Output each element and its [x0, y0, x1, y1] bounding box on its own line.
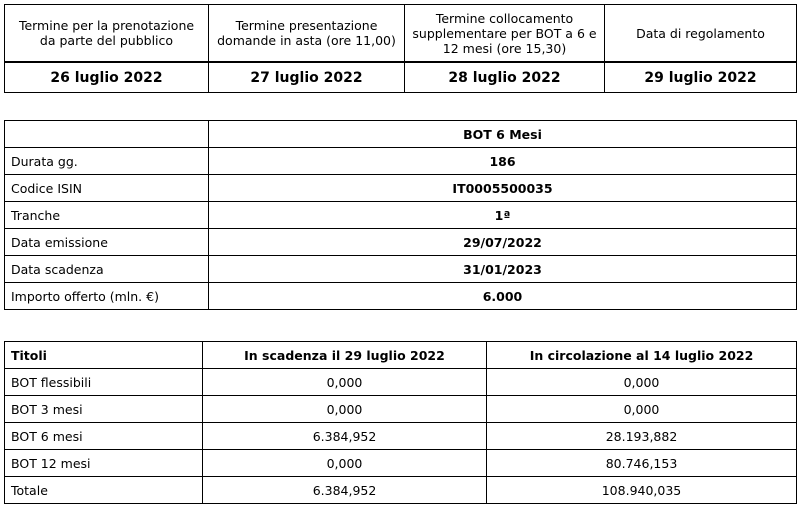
- titoli-header-circolazione: In circolazione al 14 luglio 2022: [487, 342, 797, 369]
- table-row-total: [5, 477, 797, 504]
- titolo-circolazione: 80.746,153: [487, 450, 797, 477]
- deadline-header-booking: Termine per la prenotazione da parte del pubblico: [5, 5, 209, 63]
- bot-detail-label: Data scadenza: [5, 256, 209, 283]
- deadline-value-booking: 26 luglio 2022: [5, 62, 209, 93]
- bot-details-header-row: [5, 121, 797, 148]
- deadline-value-supplementary: 28 luglio 2022: [405, 62, 605, 93]
- deadlines-header-row: [5, 5, 797, 63]
- titolo-name: BOT 12 mesi: [5, 450, 203, 477]
- bot-detail-label: Tranche: [5, 202, 209, 229]
- table-row: [5, 450, 797, 477]
- bot-detail-label: Durata gg.: [5, 148, 209, 175]
- deadline-value-auction: 27 luglio 2022: [209, 62, 405, 93]
- bot-detail-label: Codice ISIN: [5, 175, 209, 202]
- table-row: [5, 148, 797, 175]
- bot-details-table: [4, 120, 797, 310]
- bot-detail-value: 1ª: [209, 202, 797, 229]
- bot-detail-value: 31/01/2023: [209, 256, 797, 283]
- titoli-table: [4, 341, 797, 504]
- bot-detail-label: Importo offerto (mln. €): [5, 283, 209, 310]
- titoli-header-row: [5, 342, 797, 369]
- titoli-header-name: Titoli: [5, 342, 203, 369]
- titolo-circolazione: 0,000: [487, 369, 797, 396]
- deadline-header-supplementary: Termine collocamento supplementare per BOT a 6 e 12 mesi (ore 15,30): [405, 5, 605, 63]
- deadlines-table: [4, 4, 797, 93]
- table-row: [5, 369, 797, 396]
- titolo-circolazione: 108.940,035: [487, 477, 797, 504]
- bot-detail-label: Data emissione: [5, 229, 209, 256]
- bot-detail-value: IT0005500035: [209, 175, 797, 202]
- deadline-header-settlement: Data di regolamento: [605, 5, 797, 63]
- deadlines-value-row: [5, 62, 797, 93]
- bot-detail-value: 29/07/2022: [209, 229, 797, 256]
- table-row: [5, 283, 797, 310]
- bot-details-corner-cell: [5, 121, 209, 148]
- titoli-header-scadenza: In scadenza il 29 luglio 2022: [203, 342, 487, 369]
- titolo-circolazione: 28.193,882: [487, 423, 797, 450]
- titolo-circolazione: 0,000: [487, 396, 797, 423]
- titolo-name: BOT 6 mesi: [5, 423, 203, 450]
- table-row: [5, 202, 797, 229]
- titolo-scadenza: 0,000: [203, 450, 487, 477]
- bot-detail-value: 186: [209, 148, 797, 175]
- titolo-scadenza: 6.384,952: [203, 423, 487, 450]
- titolo-name: BOT 3 mesi: [5, 396, 203, 423]
- titolo-scadenza: 6.384,952: [203, 477, 487, 504]
- table-row: [5, 256, 797, 283]
- deadline-value-settlement: 29 luglio 2022: [605, 62, 797, 93]
- bot-details-header: BOT 6 Mesi: [209, 121, 797, 148]
- titolo-scadenza: 0,000: [203, 396, 487, 423]
- table-row: [5, 423, 797, 450]
- titolo-scadenza: 0,000: [203, 369, 487, 396]
- table-row: [5, 229, 797, 256]
- titolo-name: Totale: [5, 477, 203, 504]
- titolo-name: BOT flessibili: [5, 369, 203, 396]
- table-row: [5, 175, 797, 202]
- bot-detail-value: 6.000: [209, 283, 797, 310]
- deadline-header-auction: Termine presentazione domande in asta (ore 11,00): [209, 5, 405, 63]
- table-row: [5, 396, 797, 423]
